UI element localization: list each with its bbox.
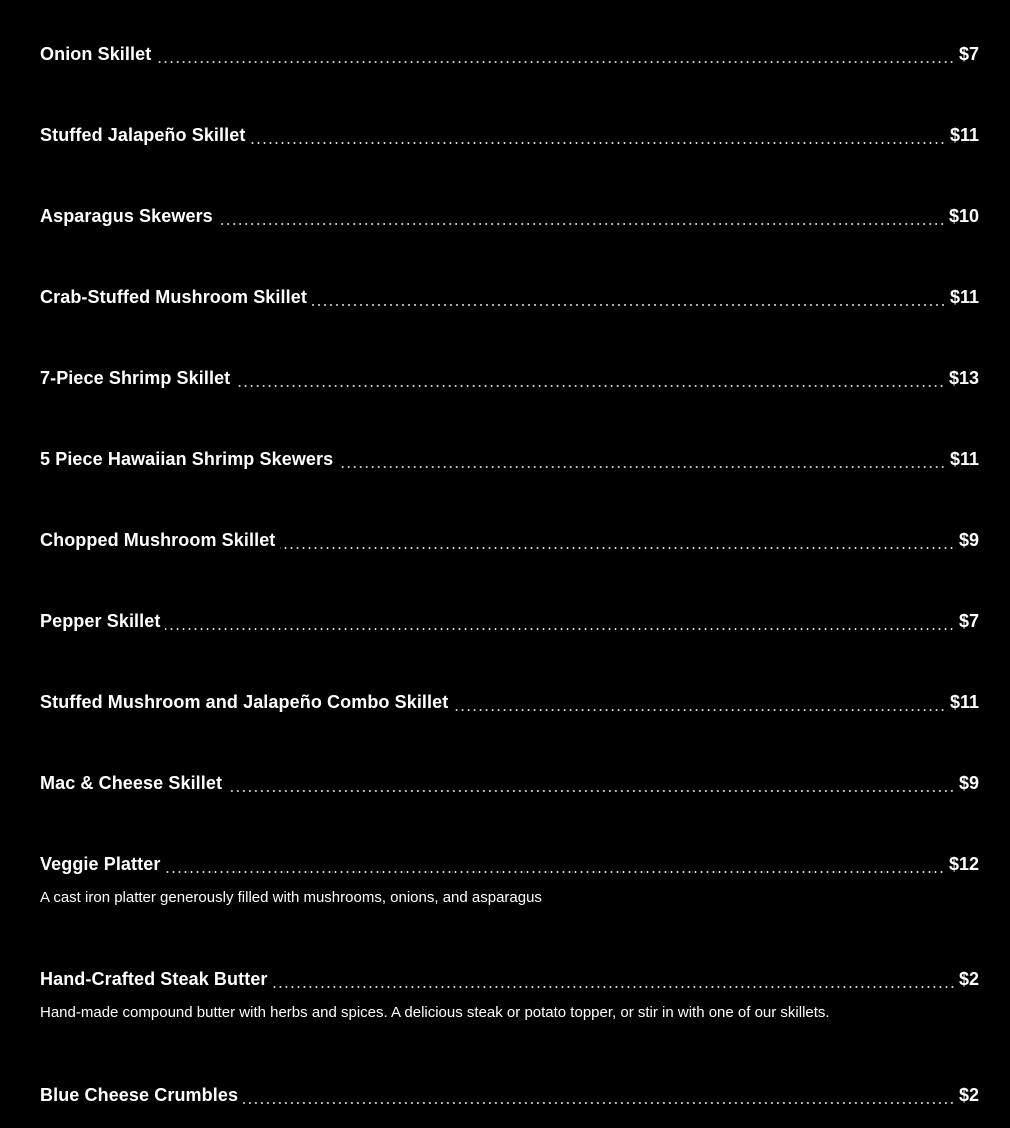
dot-leader xyxy=(227,790,955,792)
menu-item-price: $11 xyxy=(949,287,979,307)
menu-item-name: Pepper Skillet xyxy=(40,611,161,631)
menu-item-name: Stuffed Mushroom and Jalapeño Combo Skillet xyxy=(40,692,449,712)
menu-item-price: $9 xyxy=(958,773,979,793)
menu-item-price: $10 xyxy=(948,206,979,226)
dot-leader xyxy=(453,709,946,711)
menu-item-line xyxy=(40,854,979,878)
menu-item-price: $9 xyxy=(958,530,979,550)
dot-leader xyxy=(235,385,945,387)
menu-item-price: $7 xyxy=(958,611,979,631)
menu-item-name: Hand-Crafted Steak Butter xyxy=(40,969,268,989)
menu-item xyxy=(40,692,979,716)
menu-item-price: $13 xyxy=(948,368,979,388)
menu-item-price: $11 xyxy=(949,125,979,145)
menu-item-description: A cast iron platter generously filled with mushrooms, onions, and asparagus xyxy=(40,889,542,906)
menu-item xyxy=(40,969,979,1021)
menu-item-line xyxy=(40,44,979,68)
dot-leader xyxy=(243,1102,955,1104)
menu-item-line xyxy=(40,773,979,797)
menu-item-line xyxy=(40,1085,979,1109)
menu-item-price: $2 xyxy=(958,969,979,989)
menu-item-name: Mac & Cheese Skillet xyxy=(40,773,223,793)
menu-item xyxy=(40,206,979,230)
menu-item-name: Stuffed Jalapeño Skillet xyxy=(40,125,246,145)
dot-leader xyxy=(338,466,946,468)
menu-item xyxy=(40,773,979,797)
menu-item-price: $11 xyxy=(949,449,979,469)
menu-item-name: Chopped Mushroom Skillet xyxy=(40,530,276,550)
menu-item xyxy=(40,287,979,311)
menu-item xyxy=(40,854,979,906)
menu-item-name: Asparagus Skewers xyxy=(40,206,213,226)
dot-leader xyxy=(280,547,955,549)
menu-item xyxy=(40,1085,979,1109)
menu-item-line xyxy=(40,287,979,311)
menu-item xyxy=(40,125,979,149)
dot-leader xyxy=(165,628,955,630)
menu-item-name: 5 Piece Hawaiian Shrimp Skewers xyxy=(40,449,334,469)
menu-item-line xyxy=(40,125,979,149)
menu-item-name: 7-Piece Shrimp Skillet xyxy=(40,368,231,388)
dot-leader xyxy=(250,142,946,144)
menu-item-line xyxy=(40,368,979,392)
menu-item-name: Onion Skillet xyxy=(40,44,152,64)
menu-item-name: Blue Cheese Crumbles xyxy=(40,1085,239,1105)
dot-leader xyxy=(165,871,945,873)
menu-item-price: $11 xyxy=(949,692,979,712)
menu-item-line xyxy=(40,449,979,473)
dot-leader xyxy=(273,986,955,988)
menu-item xyxy=(40,449,979,473)
menu-item-name: Veggie Platter xyxy=(40,854,161,874)
menu-item-description: Hand-made compound butter with herbs and spices. A delicious steak or potato topper, or stir in with one of our skillets. xyxy=(40,1004,830,1021)
menu-item xyxy=(40,611,979,635)
menu-item-line xyxy=(40,206,979,230)
menu-item-line xyxy=(40,530,979,554)
dot-leader xyxy=(156,61,955,63)
menu-item-name: Crab-Stuffed Mushroom Skillet xyxy=(40,287,307,307)
dot-leader xyxy=(218,223,945,225)
menu-item-price: $7 xyxy=(958,44,979,64)
menu-item-line xyxy=(40,611,979,635)
menu-item-price: $2 xyxy=(958,1085,979,1105)
menu-item-line xyxy=(40,969,979,993)
dot-leader xyxy=(312,304,946,306)
menu-item xyxy=(40,44,979,68)
menu-item xyxy=(40,368,979,392)
menu-item xyxy=(40,530,979,554)
menu-item-price: $12 xyxy=(948,854,979,874)
menu-item-line xyxy=(40,692,979,716)
